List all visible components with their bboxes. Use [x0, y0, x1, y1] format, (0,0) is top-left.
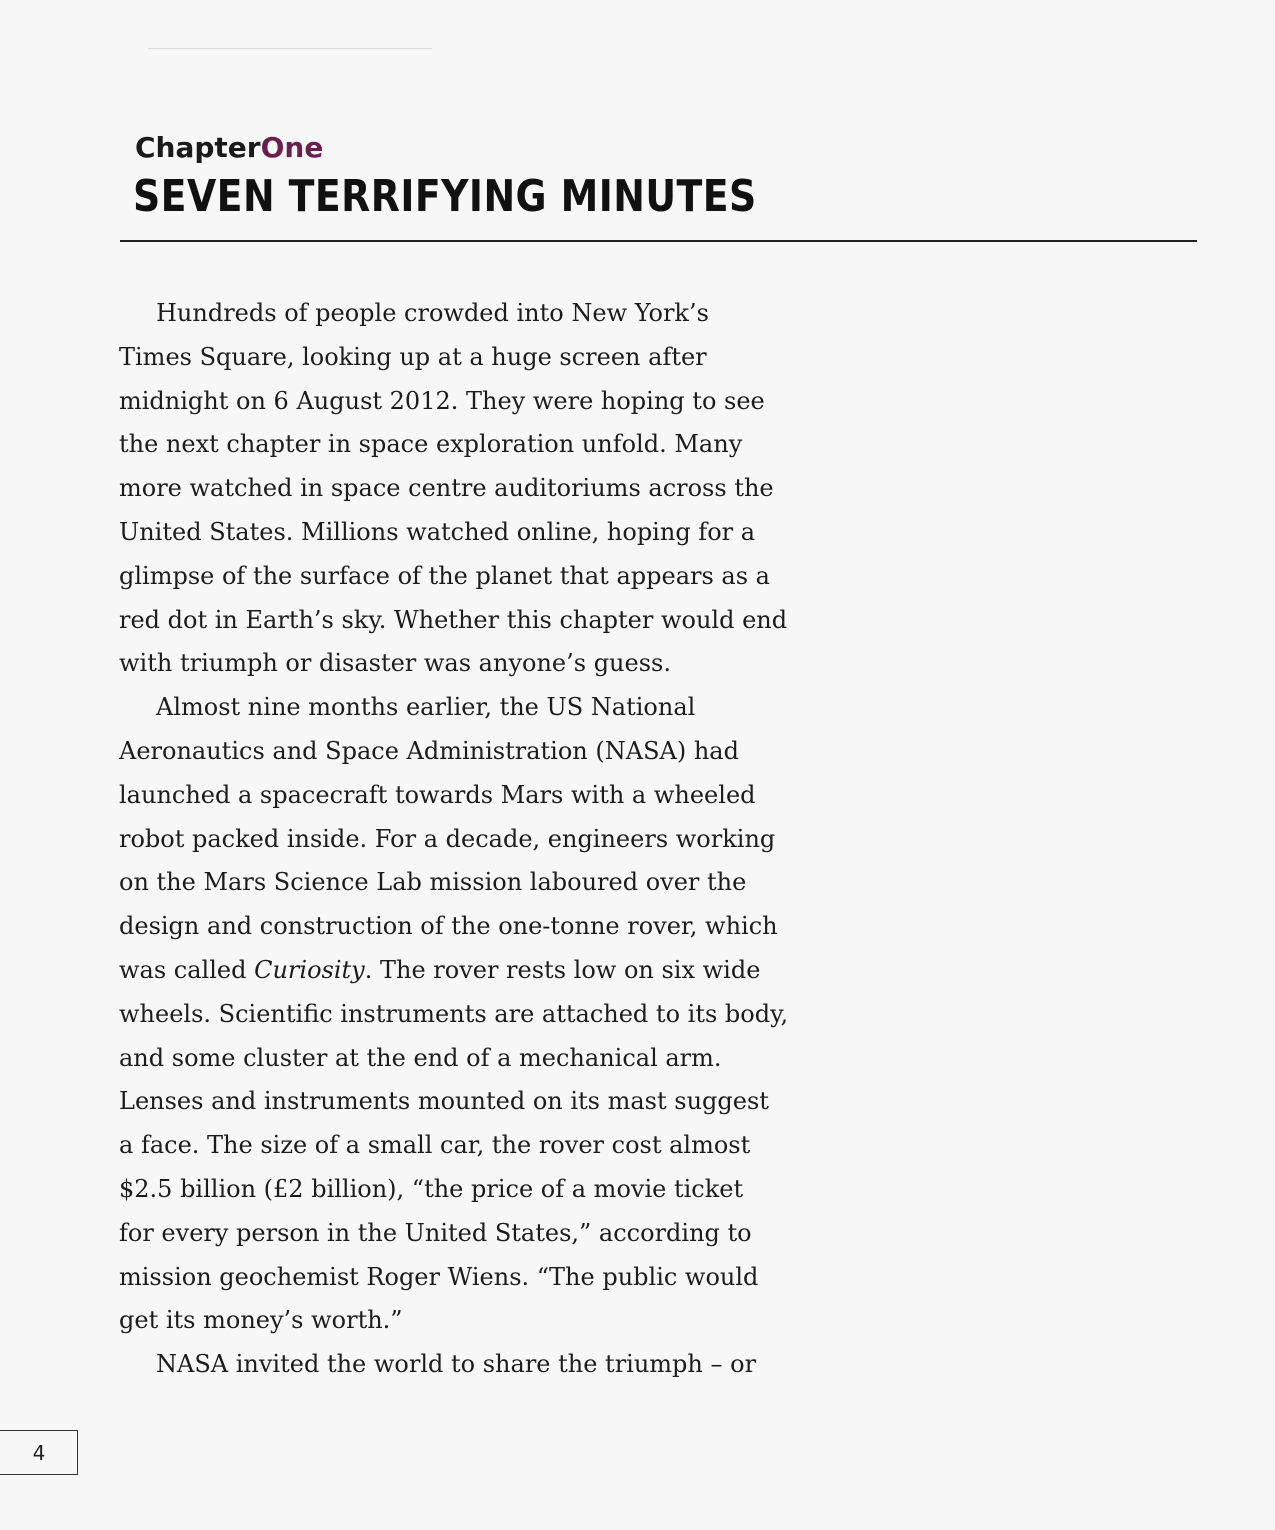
chapter-label-number: One — [260, 131, 324, 164]
body-line-text: United States. Millions watched online, hoping for a — [119, 517, 756, 546]
body-line-text: glimpse of the surface of the planet that appears as a — [119, 561, 770, 590]
body-line — [119, 555, 799, 599]
page-number-box — [0, 1430, 78, 1475]
body-line-text: with triumph or disaster was anyone’s guess. — [119, 649, 671, 678]
body-line — [119, 1343, 799, 1387]
header-rule — [148, 48, 432, 49]
body-line-text: get its money’s worth.” — [119, 1306, 403, 1335]
body-line — [119, 1037, 799, 1081]
body-line — [119, 1168, 799, 1212]
body-line — [119, 1256, 799, 1300]
body-line — [119, 861, 799, 905]
body-line — [119, 1124, 799, 1168]
body-line — [119, 1299, 799, 1343]
body-line-text: more watched in space centre auditoriums across the — [119, 474, 774, 503]
body-line-text: design and construction of the one-tonne rover, which — [119, 912, 778, 941]
body-line-text: Hundreds of people crowded into New York’s — [156, 299, 709, 327]
body-line — [119, 774, 799, 818]
body-line — [119, 818, 799, 862]
chapter-label — [135, 130, 323, 166]
body-line-text: was called — [119, 955, 255, 984]
body-line — [119, 686, 799, 730]
chapter-label-prefix: Chapter — [135, 131, 261, 164]
page-number: 4 — [32, 1441, 46, 1465]
body-line — [119, 292, 799, 336]
title-rule — [120, 240, 1197, 242]
body-line-text: midnight on 6 August 2012. They were hoping to see — [119, 386, 765, 415]
body-line-text: on the Mars Science Lab mission laboured over the — [119, 868, 747, 897]
body-line-text: $2.5 billion (£2 billion), “the price of a movie ticket — [119, 1174, 744, 1203]
body-line — [119, 1212, 799, 1256]
body-line — [119, 949, 799, 993]
body-line — [119, 905, 799, 949]
body-line-text: launched a spacecraft towards Mars with a wheeled — [119, 780, 756, 809]
body-line-text: Almost nine months earlier, the US National — [156, 693, 696, 722]
body-line-text: Aeronautics and Space Administration (NASA) had — [119, 736, 739, 765]
body-line-text: and some cluster at the end of a mechanical arm. — [119, 1043, 722, 1072]
body-line — [119, 1080, 799, 1124]
body-line — [119, 511, 799, 555]
chapter-title: SEVEN TERRIFYING MINUTES — [133, 171, 757, 222]
body-text — [119, 292, 799, 1387]
body-line-text-after: . The rover rests low on six wide — [364, 955, 761, 984]
body-line — [119, 336, 799, 380]
body-line-text: for every person in the United States,” according to — [119, 1218, 752, 1247]
body-line-text: robot packed inside. For a decade, engineers working — [119, 824, 776, 853]
body-line-text: mission geochemist Roger Wiens. “The public would — [119, 1262, 759, 1291]
body-line — [119, 599, 799, 643]
body-line-text: NASA invited the world to share the triumph – or — [156, 1350, 757, 1379]
body-line-italic: Curiosity — [254, 955, 365, 984]
body-line — [119, 642, 799, 686]
body-line — [119, 467, 799, 511]
body-line — [119, 730, 799, 774]
body-line-text: red dot in Earth’s sky. Whether this chapter would end — [119, 605, 788, 634]
body-line-text: Lenses and instruments mounted on its mast suggest — [119, 1087, 769, 1116]
body-line-text: a face. The size of a small car, the rover cost almost — [119, 1131, 751, 1160]
body-line — [119, 993, 799, 1037]
body-line — [119, 423, 799, 467]
body-line-text: Times Square, looking up at a huge screen after — [119, 342, 707, 371]
body-line — [119, 380, 799, 424]
body-line-text: the next chapter in space exploration unfold. Many — [119, 430, 743, 459]
body-line-text: wheels. Scientific instruments are attached to its body, — [119, 999, 789, 1028]
